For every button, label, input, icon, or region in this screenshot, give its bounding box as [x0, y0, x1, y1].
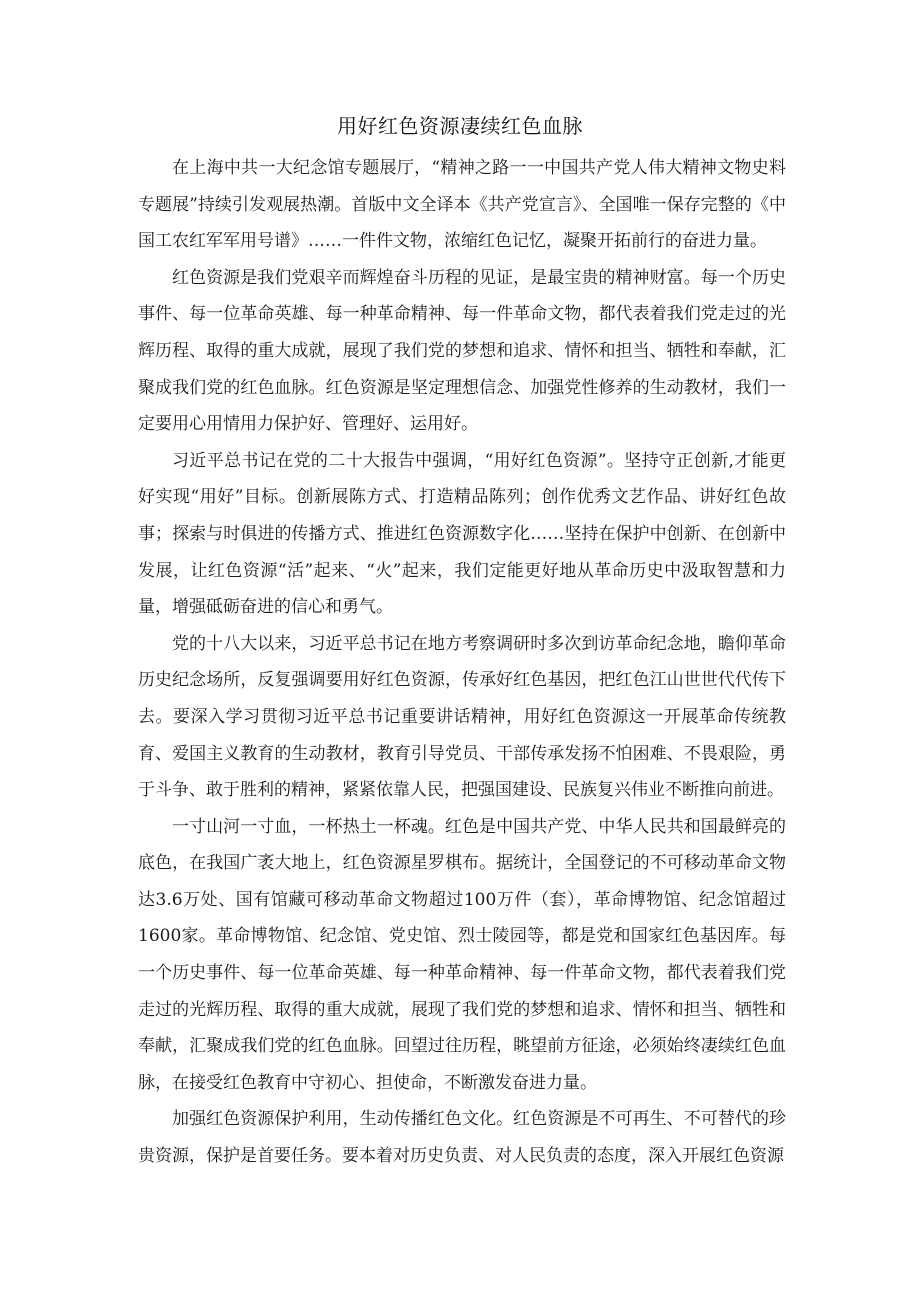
article-title: 用好红色资源凄续红色血脉 — [337, 114, 583, 138]
paragraph-6: 加强红色资源保护利用，生动传播红色文化。红色资源是不可再生、不可替代的珍贵资源，保护是首要任务。要本着对历史负责、对人民负责的态度，深入开展红色资源 — [138, 1109, 786, 1167]
paragraph-5: 一寸山河一寸血，一杯热土一杯魂。红色是中国共产党、中华人民共和国最鲜亮的底色，在我国广袤大地上，红色资源星罗棋布。据统计，全国登记的不可移动革命文物达3.6万处、国有馆藏可移动革命文物超过100万件（套），革命博物馆、纪念馆超过1600家。革命博物馆、纪念馆、党史馆、烈士陵园等，都是党和国家红色基因库。每一个历史事件、每一位革命英雄、每一种革命精神、每一件革命文物，都代表着我们党走过的光辉历程、取得的重大成就，展现了我们党的梦想和追求、情怀和担当、牺牲和奉献，汇聚成我们党的红色血脉。回望过往历程，眺望前方征途，必须始终凄续红色血脉，在接受红色教育中守初心、担使命，不断激发奋进力量。 — [138, 816, 786, 1093]
paragraph-2: 红色资源是我们党艰辛而辉煌奋斗历程的见证，是最宝贵的精神财富。每一个历史事件、每一位革命英雄、每一种革命精神、每一件革命文物，都代表着我们党走过的光辉历程、取得的重大成就，展现了我们党的梦想和追求、情怀和担当、牺牲和奉献，汇聚成我们党的红色血脉。红色资源是坚定理想信念、加强党性修养的生动教材，我们一定要用心用情用力保护好、管理好、运用好。 — [138, 267, 786, 435]
article-body — [138, 150, 786, 1175]
paragraph-1: 在上海中共一大纪念馆专题展厅，“精神之路一一中国共产党人伟大精神文物史料专题展”持续引发观展热潮。首版中文全译本《共产党宣言》、全国唯一保存完整的《中国工农红军军用号谱》……一件件文物，浓缩红色记忆，凝聚开拓前行的奋进力量。 — [138, 158, 786, 252]
paragraph-4: 党的十八大以来，习近平总书记在地方考察调研时多次到访革命纪念地，瞻仰革命历史纪念场所，反复强调要用好红色资源，传承好红色基因，把红色江山世世代代传下去。要深入学习贯彻习近平总书记重要讲话精神，用好红色资源这一开展革命传统教育、爱国主义教育的生动教材，教育引导党员、干部传承发扬不怕困难、不畏艰险，勇于斗争、敢于胜利的精神，紧紧依靠人民，把强国建设、民族复兴伟业不断推向前进。 — [138, 633, 786, 801]
paragraph-3: 习近平总书记在党的二十大报告中强调，“用好红色资源”。坚持守正创新,才能更好实现“用好”目标。创新展陈方式、打造精品陈列；创作优秀文艺作品、讲好红色故事；探索与时俱进的传播方式、推进红色资源数字化……坚持在保护中创新、在创新中发展，让红色资源“活”起来、“火”起来，我们定能更好地从革命历史中汲取智慧和力量，增强砥砺奋进的信心和勇气。 — [138, 450, 786, 618]
